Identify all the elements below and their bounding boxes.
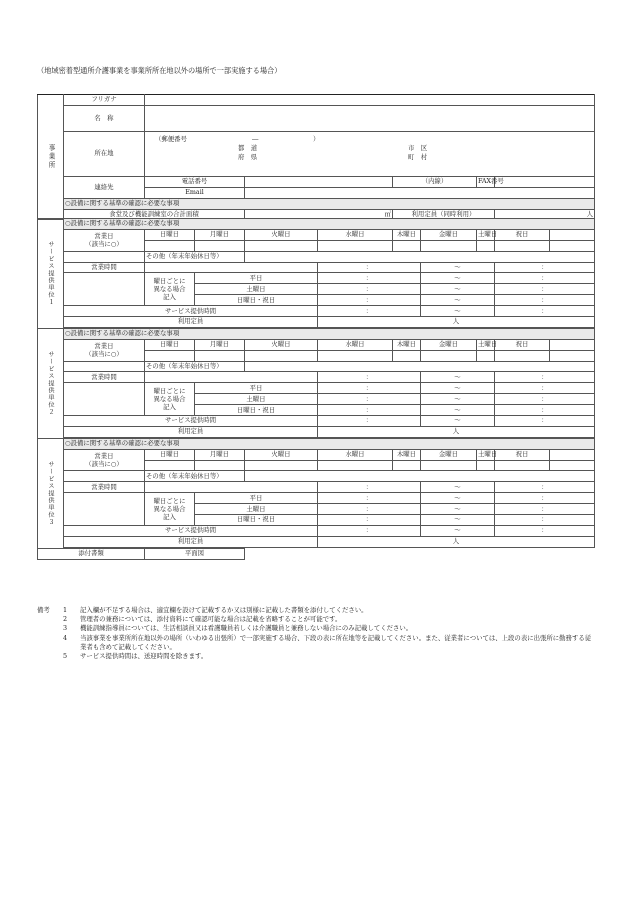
day-spare-cell — [64, 251, 145, 262]
service-hours-end[interactable] — [495, 525, 595, 536]
time-colon: ： — [365, 306, 373, 315]
holiday-hours-end[interactable] — [495, 295, 595, 306]
diff-label-2: 異なる場合 — [153, 505, 186, 514]
time-wave: ～ — [454, 504, 461, 513]
time-colon: ： — [365, 273, 373, 282]
varying-hours-label — [145, 273, 195, 306]
notes-section — [37, 606, 597, 661]
business-hours-end[interactable] — [495, 262, 595, 273]
time-colon: ： — [541, 372, 548, 381]
note-number: 4 — [63, 633, 68, 642]
time-colon: ： — [541, 493, 548, 502]
day-column-header: 火曜日 — [245, 339, 318, 350]
prefecture-label-2: 府 県 — [238, 152, 258, 161]
service-hours-end[interactable] — [495, 306, 595, 317]
unit-weekday-row — [38, 493, 595, 504]
time-colon: ： — [365, 482, 373, 491]
name-input[interactable] — [145, 105, 595, 131]
service-hours-start[interactable] — [318, 525, 421, 536]
day-mark-input[interactable] — [550, 350, 595, 361]
saturday-label: 土曜日 — [195, 504, 318, 515]
service-hours-label: サービス提供時間 — [64, 525, 318, 536]
unit-weekday-row — [38, 383, 595, 394]
unit-hours-row — [38, 262, 595, 273]
day-mark-input[interactable] — [550, 240, 595, 251]
facility-section-header: ○設備に関する基準の確認に必要な事項 — [64, 198, 595, 209]
diff-label-3: 記入 — [163, 403, 176, 412]
business-days-label — [64, 229, 145, 251]
saturday-hours-end[interactable] — [495, 504, 595, 515]
day-column-header: 日曜日 — [145, 339, 195, 350]
note-item — [37, 624, 597, 633]
day-column-header: 金曜日 — [421, 449, 477, 460]
time-colon: ： — [365, 526, 373, 535]
time-colon: ： — [541, 263, 548, 271]
unit-other-row — [38, 471, 595, 482]
day-mark-input[interactable] — [421, 350, 477, 361]
day-column-header: 水曜日 — [318, 339, 393, 350]
diff-label-1: 曜日ごとに — [153, 497, 186, 506]
note-text: サービス提供時間は、送迎時間を除きます。 — [80, 652, 208, 661]
holiday-hours-start[interactable] — [318, 515, 421, 526]
unit-side-label: サービス提供単位１ — [38, 219, 64, 329]
weekday-label: 平日 — [195, 493, 318, 504]
attachments-label: 添付書類 — [38, 548, 145, 559]
day-mark-input[interactable] — [495, 460, 550, 471]
weekday-hours-end[interactable] — [495, 273, 595, 284]
business-hours-label: 営業時間 — [64, 372, 145, 383]
weekday-hours-wave — [421, 493, 495, 504]
service-hours-label: サービス提供時間 — [64, 416, 318, 427]
diff-label-1: 曜日ごとに — [153, 387, 186, 396]
day-mark-input[interactable] — [245, 350, 318, 361]
note-number: 1 — [63, 606, 68, 614]
note-text: 当該事業を事業所所在地以外の場所（いわゆる出張所）で一部実施する場合、下段の表に所在地等を記載してください。また、従業者については、上段の表に出張所に勤務する従業者も含めて記載してください。 — [80, 633, 592, 651]
capacity-unit: 人 — [452, 317, 460, 326]
unit-other-row — [38, 361, 595, 372]
unit-capacity-label: 利用定員 — [64, 536, 318, 547]
days-label-2: （該当に○） — [85, 350, 123, 359]
day-mark-input[interactable] — [550, 460, 595, 471]
note-number: 5 — [63, 652, 68, 661]
day-column-header: 祝日 — [495, 449, 550, 460]
capacity-unit: 人 — [452, 427, 460, 436]
holiday-label: 日曜日・祝日 — [195, 405, 318, 416]
note-item — [37, 606, 597, 615]
office-side-label: 事業所 — [38, 95, 64, 220]
business-hours-end[interactable] — [495, 482, 595, 493]
other-days-label: その他（年末年始休日等） — [145, 251, 245, 262]
hours-spare-cell — [145, 372, 318, 383]
day-spare-cell — [550, 229, 595, 240]
facility-capacity-label: 利用定員（同時利用） — [393, 209, 495, 220]
day-mark-input[interactable] — [393, 240, 421, 251]
time-wave: ～ — [454, 295, 461, 304]
days-label-1: 営業日 — [94, 342, 114, 351]
other-days-input[interactable] — [245, 471, 595, 482]
unit-side-label: サービス提供単位３ — [38, 438, 64, 548]
facility-capacity-unit: 人 — [586, 210, 594, 218]
day-mark-input[interactable] — [477, 240, 495, 251]
holiday-hours-wave — [421, 515, 495, 526]
holiday-hours-end[interactable] — [495, 405, 595, 416]
day-mark-input[interactable] — [195, 350, 245, 361]
time-colon: ： — [541, 482, 548, 491]
day-mark-input[interactable] — [495, 350, 550, 361]
business-hours-label: 営業時間 — [64, 482, 145, 493]
email-input[interactable] — [245, 187, 595, 198]
unit-capacity-input[interactable] — [318, 426, 595, 437]
time-colon: ： — [365, 416, 373, 425]
time-wave: ～ — [454, 482, 461, 491]
saturday-hours-wave — [421, 284, 495, 295]
time-colon: ： — [365, 493, 373, 502]
service-hours-start[interactable] — [318, 306, 421, 317]
unit-capacity-input[interactable] — [318, 536, 595, 547]
unit-days-row — [38, 339, 595, 350]
area-label: 食堂及び機能訓練室の合計面積 — [64, 209, 245, 220]
saturday-hours-start[interactable] — [318, 394, 421, 405]
saturday-label: 土曜日 — [195, 394, 318, 405]
capacity-unit: 人 — [452, 537, 460, 546]
day-mark-input[interactable] — [393, 460, 421, 471]
day-column-header: 火曜日 — [245, 229, 318, 240]
weekday-hours-start[interactable] — [318, 383, 421, 394]
business-days-label — [64, 449, 145, 471]
time-wave: ～ — [454, 493, 461, 502]
unit-days-row — [38, 449, 595, 460]
phone-label: 電話番号 — [145, 176, 245, 187]
saturday-hours-wave — [421, 504, 495, 515]
note-text: 機能訓練指導員については、生活相談員又は看護職員若しくは介護職員と兼務しない場合にのみ記載してください。 — [80, 624, 413, 633]
contact-label: 連絡先 — [64, 176, 145, 198]
unit-hours-row — [38, 372, 595, 383]
attachments-spare — [245, 548, 595, 559]
weekday-hours-end[interactable] — [495, 383, 595, 394]
unit-side-label: サービス提供単位２ — [38, 328, 64, 438]
holiday-hours-start[interactable] — [318, 295, 421, 306]
day-column-header: 土曜日 — [478, 230, 498, 239]
business-hours-end[interactable] — [495, 372, 595, 383]
day-mark-input[interactable] — [195, 460, 245, 471]
day-column-header: 水曜日 — [318, 449, 393, 460]
day-mark-input[interactable] — [195, 240, 245, 251]
saturday-hours-start[interactable] — [318, 284, 421, 295]
time-wave: ～ — [454, 263, 461, 271]
diff-label-3: 記入 — [163, 293, 176, 302]
other-days-label: その他（年末年始休日等） — [145, 361, 245, 372]
day-column-header: 木曜日 — [393, 339, 421, 350]
time-colon: ： — [541, 405, 548, 414]
other-days-input[interactable] — [245, 361, 595, 372]
attachments-value: 平面図 — [145, 548, 245, 559]
saturday-hours-start[interactable] — [318, 504, 421, 515]
time-colon: ： — [365, 284, 373, 293]
business-hours-start[interactable] — [318, 262, 421, 273]
service-hours-start[interactable] — [318, 416, 421, 427]
document-heading: （地域密着型通所介護事業を事業所所在地以外の場所で一部実施する場合） — [37, 66, 282, 75]
days-label-1: 営業日 — [94, 452, 114, 461]
time-colon: ： — [365, 263, 373, 271]
day-mark-input[interactable] — [421, 460, 477, 471]
time-wave: ～ — [454, 394, 461, 403]
holiday-label: 日曜日・祝日 — [195, 515, 318, 526]
time-colon: ： — [541, 394, 548, 403]
time-wave: ～ — [454, 405, 461, 414]
time-colon: ： — [365, 295, 373, 304]
facility-header-row — [38, 198, 595, 209]
unit-header-row — [38, 438, 595, 449]
address-field-grid — [145, 132, 594, 162]
unit-header-row — [38, 328, 595, 339]
fax-input[interactable] — [495, 176, 595, 187]
day-mark-input[interactable] — [318, 460, 393, 471]
day-spare-cell — [64, 471, 145, 482]
varying-hours-label — [145, 383, 195, 416]
day-column-header: 祝日 — [495, 229, 550, 240]
day-mark-input[interactable] — [145, 460, 195, 471]
time-colon: ： — [541, 295, 548, 304]
address-input[interactable] — [145, 131, 595, 176]
time-colon: ： — [541, 273, 548, 282]
day-mark-input[interactable] — [245, 460, 318, 471]
service-hours-wave — [421, 306, 495, 317]
unit-section-header: ○設備に関する基準の確認に必要な事項 — [64, 219, 595, 230]
business-hours-wave — [421, 482, 495, 493]
weekday-label: 平日 — [195, 273, 318, 284]
unit-header-row — [38, 219, 595, 230]
note-text: 管理者の兼務については、添付資料にて確認可能な場合は記載を省略することが可能です。 — [80, 615, 342, 624]
time-wave: ～ — [454, 284, 461, 293]
area-unit: ㎡ — [384, 210, 391, 218]
time-wave: ～ — [454, 273, 461, 282]
day-mark-input[interactable] — [245, 240, 318, 251]
hours-spare-cell — [64, 273, 145, 306]
weekday-hours-start[interactable] — [318, 273, 421, 284]
time-wave: ～ — [454, 372, 461, 381]
day-column-header: 木曜日 — [393, 229, 421, 240]
service-hours-wave — [421, 525, 495, 536]
unit-service-hours-row — [38, 306, 595, 317]
postal-label: （郵便番号 — [155, 134, 187, 143]
time-colon: ： — [541, 284, 548, 293]
diff-label-3: 記入 — [163, 513, 176, 522]
day-column-header: 日曜日 — [145, 449, 195, 460]
day-column-header: 木曜日 — [393, 449, 421, 460]
time-colon: ： — [365, 383, 373, 392]
address-label: 所在地 — [64, 131, 145, 176]
holiday-hours-wave — [421, 405, 495, 416]
day-column-header: 月曜日 — [195, 229, 245, 240]
phone-input[interactable] — [245, 176, 393, 187]
diff-label-2: 異なる場合 — [153, 395, 186, 404]
time-colon: ： — [541, 504, 548, 513]
day-mark-input[interactable] — [318, 350, 393, 361]
day-column-header: 土曜日 — [478, 450, 498, 459]
postal-dash: ― — [252, 134, 259, 143]
hours-spare-cell — [145, 482, 318, 493]
time-colon: ： — [541, 306, 548, 315]
time-colon: ： — [541, 515, 548, 524]
note-item — [37, 634, 597, 652]
service-units-table — [37, 218, 595, 560]
phone-row — [38, 176, 595, 187]
furigana-row — [38, 95, 595, 106]
day-mark-input[interactable] — [145, 240, 195, 251]
day-column-header: 祝日 — [495, 339, 550, 350]
time-colon: ： — [365, 405, 373, 414]
business-days-label — [64, 339, 145, 361]
unit-weekday-row — [38, 273, 595, 284]
day-column-header: 日曜日 — [145, 229, 195, 240]
holiday-hours-start[interactable] — [318, 405, 421, 416]
day-column-header: 火曜日 — [245, 449, 318, 460]
attachments-row — [38, 548, 595, 559]
business-hours-wave — [421, 262, 495, 273]
time-colon: ： — [365, 394, 373, 403]
days-label-1: 営業日 — [94, 232, 114, 241]
unit-capacity-label: 利用定員 — [64, 426, 318, 437]
postal-close: ） — [313, 134, 320, 143]
unit-section-header: ○設備に関する基準の確認に必要な事項 — [64, 328, 595, 339]
days-label-2: （該当に○） — [85, 240, 123, 249]
unit-capacity-input[interactable] — [318, 317, 595, 328]
weekday-hours-start[interactable] — [318, 493, 421, 504]
unit-capacity-row — [38, 317, 595, 328]
holiday-label: 日曜日・祝日 — [195, 295, 318, 306]
furigana-input[interactable] — [145, 95, 595, 106]
unit-other-row — [38, 251, 595, 262]
fax-label: FAX番号 — [478, 177, 504, 186]
time-colon: ： — [365, 504, 373, 513]
varying-hours-label — [145, 493, 195, 526]
name-row — [38, 105, 595, 131]
note-number: 2 — [63, 615, 68, 624]
business-hours-wave — [421, 372, 495, 383]
furigana-label: フリガナ — [64, 95, 145, 106]
extension-label: （内線） — [393, 176, 477, 187]
application-form-table — [37, 94, 595, 220]
holiday-hours-end[interactable] — [495, 515, 595, 526]
note-item — [37, 652, 597, 661]
unit-capacity-label: 利用定員 — [64, 317, 318, 328]
saturday-label: 土曜日 — [195, 284, 318, 295]
day-column-header: 金曜日 — [421, 229, 477, 240]
unit-hours-row — [38, 482, 595, 493]
day-column-header: 月曜日 — [195, 339, 245, 350]
time-colon: ： — [541, 416, 548, 425]
day-mark-input[interactable] — [477, 350, 495, 361]
day-mark-input[interactable] — [495, 240, 550, 251]
day-spare-cell — [64, 361, 145, 372]
service-hours-end[interactable] — [495, 416, 595, 427]
note-text: 記入欄が不足する場合は、適宜欄を設けて記載するか又は別様に記載した書類を添付してください。 — [80, 606, 368, 614]
day-mark-input[interactable] — [421, 240, 477, 251]
day-column-header: 月曜日 — [195, 449, 245, 460]
business-hours-start[interactable] — [318, 482, 421, 493]
day-column-header: 金曜日 — [421, 339, 477, 350]
time-colon: ： — [541, 526, 548, 535]
name-label: 名 称 — [64, 105, 145, 131]
day-mark-input[interactable] — [477, 460, 495, 471]
unit-capacity-row — [38, 426, 595, 437]
diff-label-1: 曜日ごとに — [153, 277, 186, 286]
unit-days-row — [38, 229, 595, 240]
city-label-1: 市 区 — [408, 143, 428, 152]
day-mark-input[interactable] — [393, 350, 421, 361]
hours-spare-cell — [145, 262, 318, 273]
weekday-hours-wave — [421, 383, 495, 394]
holiday-hours-wave — [421, 295, 495, 306]
unit-service-hours-row — [38, 416, 595, 427]
note-number: 3 — [63, 624, 68, 633]
other-days-label: その他（年末年始休日等） — [145, 471, 245, 482]
time-colon: ： — [541, 383, 548, 392]
unit-capacity-row — [38, 536, 595, 547]
time-colon: ： — [365, 515, 373, 524]
hours-spare-cell — [64, 383, 145, 416]
diff-label-2: 異なる場合 — [153, 285, 186, 294]
other-days-input[interactable] — [245, 251, 595, 262]
weekday-hours-end[interactable] — [495, 493, 595, 504]
saturday-hours-end[interactable] — [495, 284, 595, 295]
day-spare-cell — [550, 339, 595, 350]
hours-spare-cell — [64, 493, 145, 526]
time-colon: ： — [365, 372, 373, 381]
day-spare-cell — [550, 449, 595, 460]
email-label: Email — [145, 187, 245, 198]
notes-title: 備考 — [37, 606, 50, 614]
saturday-hours-end[interactable] — [495, 394, 595, 405]
day-mark-input[interactable] — [318, 240, 393, 251]
day-column-header: 土曜日 — [478, 340, 498, 349]
time-wave: ～ — [454, 526, 461, 535]
unit-service-hours-row — [38, 525, 595, 536]
time-wave: ～ — [454, 515, 461, 524]
service-hours-wave — [421, 416, 495, 427]
time-wave: ～ — [454, 306, 461, 315]
service-hours-label: サービス提供時間 — [64, 306, 318, 317]
prefecture-label-1: 都 道 — [238, 143, 258, 152]
business-hours-label: 営業時間 — [64, 262, 145, 273]
weekday-label: 平日 — [195, 383, 318, 394]
city-label-2: 町 村 — [408, 152, 428, 161]
saturday-hours-wave — [421, 394, 495, 405]
address-row — [38, 131, 595, 176]
weekday-hours-wave — [421, 273, 495, 284]
day-mark-input[interactable] — [145, 350, 195, 361]
business-hours-start[interactable] — [318, 372, 421, 383]
unit-section-header: ○設備に関する基準の確認に必要な事項 — [64, 438, 595, 449]
day-column-header: 水曜日 — [318, 229, 393, 240]
time-wave: ～ — [454, 416, 461, 425]
time-wave: ～ — [454, 383, 461, 392]
days-label-2: （該当に○） — [85, 460, 123, 469]
